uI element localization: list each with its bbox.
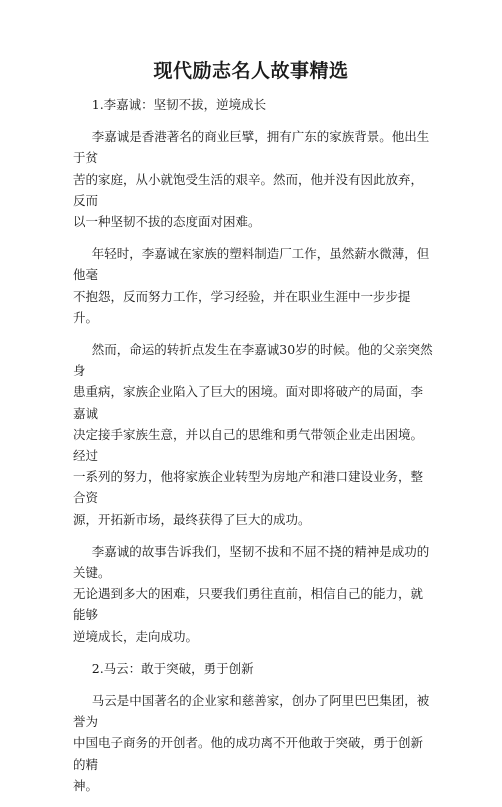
- paragraph: 年轻时，李嘉诚在家族的塑料制造厂工作，虽然薪水微薄，但他毫 不抱怨，反而努力工作，学习经验，并在职业生涯中一步步提升。: [73, 246, 430, 325]
- paragraph: 李嘉诚是香港著名的商业巨擘，拥有广东的家族背景。他出生于贫 苦的家庭，从小就饱受生活的艰辛。然而，他并没有因此放弃，反而 以一种坚韧不拔的态度面对困难。: [73, 129, 430, 230]
- paragraph: 李嘉诚的故事告诉我们，坚韧不拔和不屈不挠的精神是成功的关键。 无论遇到多大的困难，只要我们勇往直前，相信自己的能力，就能够 逆境成长，走向成功。: [73, 543, 430, 644]
- section-heading-li-ka-shing: 1.李嘉诚：坚韧不拔，逆境成长: [91, 97, 267, 112]
- document-body: [73, 94, 435, 807]
- paragraph: 马云是中国著名的企业家和慈善家，创办了阿里巴巴集团，被誉为 中国电子商务的开创者。他的成功离不开他敢于突破，勇于创新的精 神。: [73, 693, 430, 793]
- paragraph: 然而，命运的转折点发生在李嘉诚30岁的时候。他的父亲突然身 患重病，家族企业陷入了巨大的困境。面对即将破产的局面，李嘉诚 决定接手家族生意，并以自己的思维和勇气带领企业走出困境。经过 一系列的努力，他将家族企业转型为房地产和港口建设业务，整合资 源，开拓新市场，最终获得了巨大的成功。: [73, 342, 433, 527]
- section-heading-jack-ma: 2.马云：敢于突破，勇于创新: [91, 660, 254, 676]
- document-title: 现代励志名人故事精选: [153, 60, 349, 82]
